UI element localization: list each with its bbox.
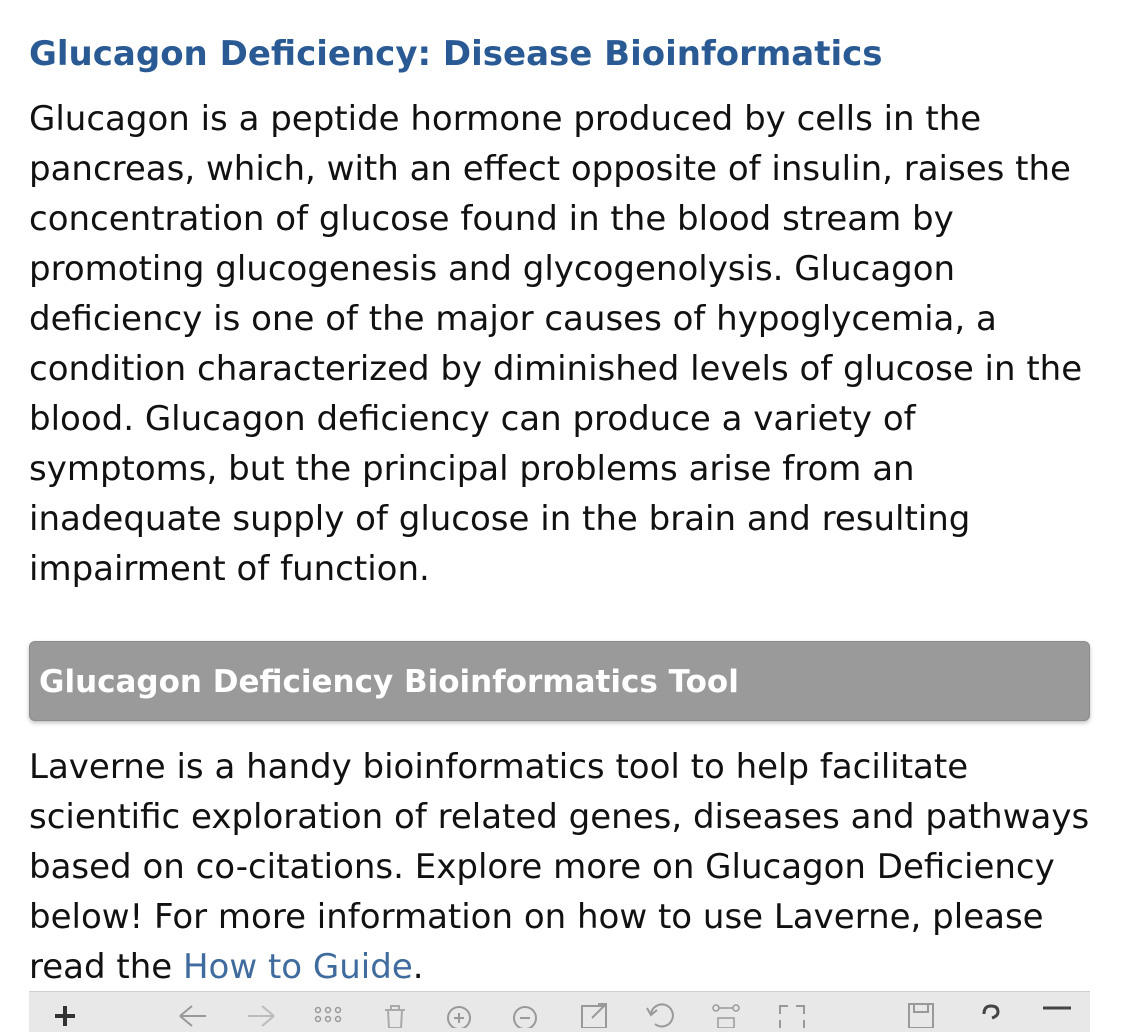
help-icon[interactable] — [971, 998, 1011, 1028]
network-icon[interactable] — [706, 998, 746, 1028]
zoom-out-icon[interactable] — [505, 998, 545, 1028]
trash-icon[interactable] — [375, 998, 415, 1028]
plus-icon[interactable] — [45, 998, 85, 1028]
grid-dots-icon[interactable] — [308, 998, 348, 1028]
laverne-toolbar — [29, 991, 1090, 1032]
back-arrow-icon[interactable] — [172, 998, 212, 1028]
intro-paragraph: Glucagon is a peptide hormone produced by cells in the pancreas, which, with an effect opposite of insulin, raises the concentration of glucose found in the blood stream by promoting glucogenesis and glycogenolysis. Glucagon deficiency is one of the major causes of hypoglycemia, a condition characterized by diminished levels of glucose in the blood. Glucagon deficiency can produce a variety of symptoms, but the principal problems arise from an inadequate supply of glucose in the brain and resulting impairment of function. — [29, 99, 1083, 589]
expand-icon[interactable] — [574, 998, 614, 1028]
tool-description — [29, 742, 1099, 992]
save-icon[interactable] — [901, 998, 941, 1028]
forward-arrow-icon[interactable] — [242, 998, 282, 1028]
zoom-in-icon[interactable] — [439, 998, 479, 1028]
page-title: Glucagon Deficiency: Disease Bioinformatics — [29, 34, 883, 74]
tool-description-text: Laverne is a handy bioinformatics tool to help facilitate scientific exploration of related genes, diseases and pathways based on co-citations. Explore more on Glucagon Deficiency below! For more information on how to use Laverne, please read the — [29, 747, 1090, 987]
fullscreen-icon[interactable] — [772, 998, 812, 1028]
undo-icon[interactable] — [641, 998, 681, 1028]
tool-section-header — [29, 641, 1090, 721]
tool-section-title: Glucagon Deficiency Bioinformatics Tool — [39, 664, 739, 700]
tool-description-end: . — [412, 947, 424, 987]
how-to-guide-link[interactable]: How to Guide — [182, 947, 413, 987]
minimize-icon[interactable] — [1037, 998, 1077, 1028]
